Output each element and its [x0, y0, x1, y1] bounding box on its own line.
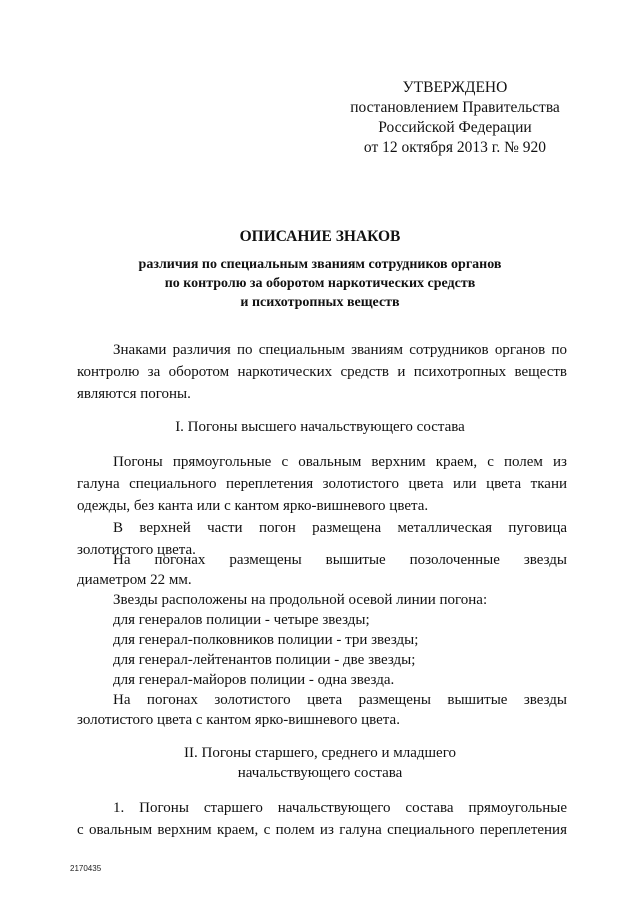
paragraph-line: золотистого цвета с кантом ярко-вишневого цвета.: [77, 712, 400, 728]
section-heading-line: II. Погоны старшего, среднего и младшего: [184, 745, 456, 761]
intro-line: являются погоны.: [77, 386, 191, 402]
list-item: для генерал-лейтенантов полиции - две звезды;: [113, 652, 416, 668]
document-number: 2170435: [70, 864, 102, 873]
intro-line: контролю за оборотом наркотических средств и психотропных веществ: [77, 364, 567, 380]
paragraph-line: На погонах золотистого цвета размещены вышитые звезды: [113, 692, 567, 708]
approval-line: Российской Федерации: [378, 119, 532, 136]
subtitle-line: различия по специальным званиям сотрудников органов: [138, 257, 502, 272]
approval-block: [330, 78, 580, 158]
section-heading: I. Погоны высшего начальствующего состава: [175, 419, 465, 435]
paragraph-line: 1. Погоны старшего начальствующего состава прямоугольные: [113, 800, 567, 816]
list-item: для генерал-полковников полиции - три звезды;: [113, 632, 419, 648]
paragraph-line: одежды, без канта или с кантом ярко-вишневого цвета.: [77, 498, 429, 514]
approval-line: постановлением Правительства: [350, 99, 560, 116]
document-subtitle: [60, 255, 580, 312]
paragraph-line: галуна специального переплетения золотистого цвета или цвета ткани: [77, 476, 567, 492]
paragraph-line: На погонах размещены вышитые позолоченные звезды: [113, 552, 567, 568]
section-heading-line: начальствующего состава: [237, 765, 403, 781]
list-item: для генерал-майоров полиции - одна звезда.: [113, 672, 395, 688]
section-heading: [60, 743, 580, 783]
approval-date: от 12 октября 2013 г. № 920: [363, 139, 547, 156]
subtitle-line: по контролю за оборотом наркотических средств: [164, 276, 476, 291]
intro-line: Знаками различия по специальным званиям сотрудников органов по: [113, 342, 567, 358]
paragraph-line: В верхней части погон размещена металлическая пуговица: [113, 520, 567, 536]
paragraph-line: золотистого цвета.: [77, 542, 196, 558]
document-title: ОПИСАНИЕ ЗНАКОВ: [239, 228, 401, 245]
approval-title: УТВЕРЖДЕНО: [402, 79, 508, 96]
paragraph-line: с овальным верхним краем, с полем из галуна специального переплетения: [77, 822, 567, 838]
list-item: для генералов полиции - четыре звезды;: [113, 612, 370, 628]
paragraph-line: Звезды расположены на продольной осевой линии погона:: [113, 592, 488, 608]
paragraph-line: диаметром 22 мм.: [77, 572, 192, 588]
subtitle-line: и психотропных веществ: [240, 295, 400, 310]
paragraph-line: Погоны прямоугольные с овальным верхним краем, с полем из: [113, 454, 567, 470]
